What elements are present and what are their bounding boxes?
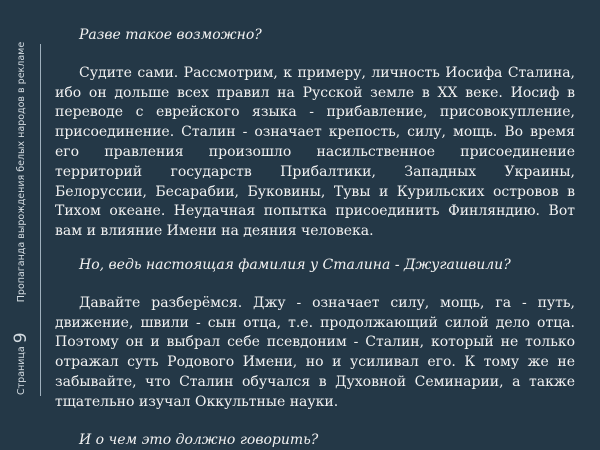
question-3: И о чем это должно говорить? — [79, 431, 319, 448]
sidebar — [0, 0, 46, 422]
paragraph-2: Давайте разберёмся. Джу - означает силу, мощь, га - путь, движение, швили - сын отца, т.е. продолжающий силой дело отца. Поэтому он и выбрал себе псевдоним - Сталин, который не только отражал суть Родового Имени, но и усиливал его. К тому же не забывайте, что Сталин обучался в Духовной Семинарии, а также тщательно изучал Оккультные науки. — [55, 294, 575, 410]
section-title: Пропаганда вырождения белых народов в рекламе — [16, 41, 27, 303]
paragraph-1: Судите сами. Рассмотрим, к примеру, личность Иосифа Сталина, ибо он дольше всех правил на Русской земле в XX веке. Иосиф в переводе с еврейского языка - прибавление, присовокупление, присоединение. Сталин - означает крепость, силу, мощь. Во время его правления произошло насильственное присоединение территорий государств Прибалтики, Западных Украины, Белоруссии, Бесарабии, Буковины, Тувы и Курильских островов в Тихом океане. Неудачная попытка присоединить Финляндию. Вот вам и влияние Имени на деяния человека. — [55, 64, 575, 240]
question-2: Но, ведь настоящая фамилия у Сталина - Джугашвили? — [79, 256, 511, 273]
page-number: 9 — [11, 332, 31, 344]
page-label: Страница — [16, 346, 27, 395]
question-1: Разве такое возможно? — [79, 27, 262, 43]
sidebar-divider — [40, 44, 41, 396]
sidebar-caption — [6, 42, 36, 395]
page-content — [55, 26, 575, 450]
